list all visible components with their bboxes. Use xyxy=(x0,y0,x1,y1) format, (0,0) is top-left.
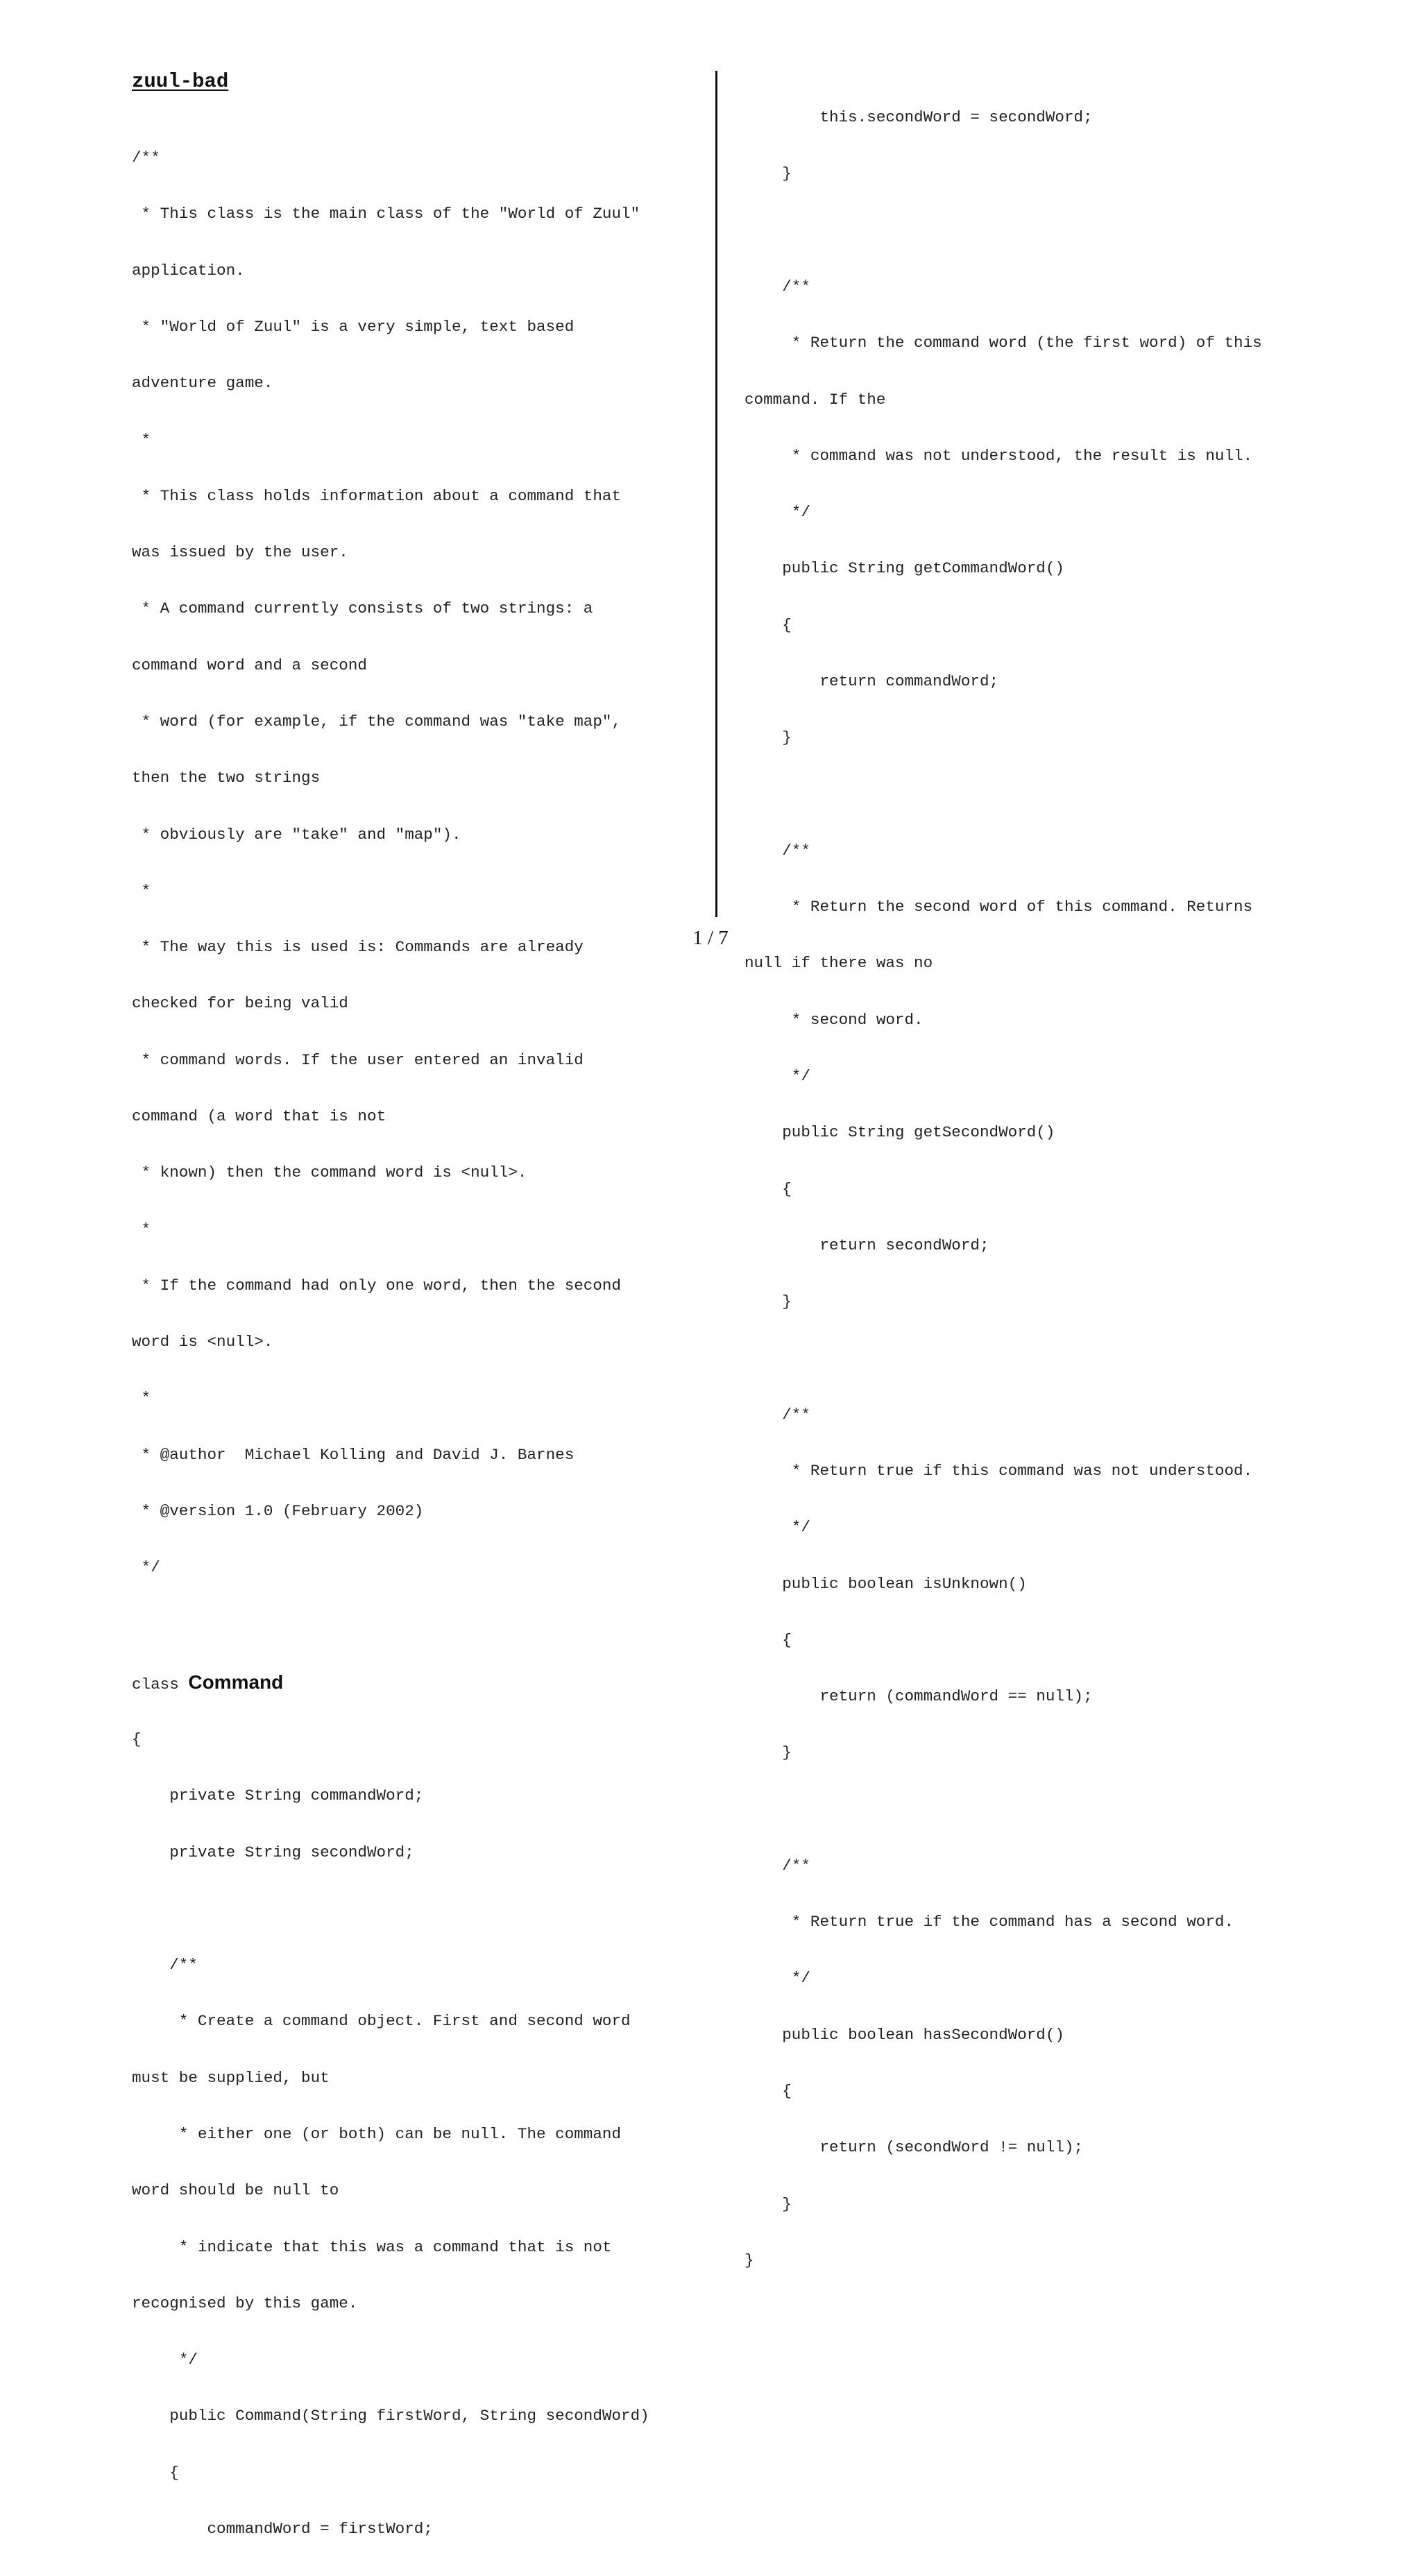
code-line: * either one (or both) can be null. The command xyxy=(132,2124,622,2143)
code-line: * Return the second word of this command. Returns xyxy=(744,898,1253,916)
code-line: * xyxy=(132,1389,151,1408)
code-line: /** xyxy=(744,1856,810,1875)
code-line: */ xyxy=(744,1066,810,1085)
code-line: } xyxy=(744,1293,792,1311)
code-line: { xyxy=(744,1630,792,1649)
code-line xyxy=(132,1900,701,1918)
code-line: } xyxy=(744,728,792,747)
code-line: then the two strings xyxy=(132,769,321,787)
code-line: was issued by the user. xyxy=(132,543,348,562)
code-line: * Return the command word (the first word) of this xyxy=(744,334,1262,352)
column-divider xyxy=(715,71,717,917)
code-line: * Return true if this command was not understood. xyxy=(744,1461,1253,1480)
code-line: } xyxy=(744,164,792,183)
code-line xyxy=(744,785,1369,804)
code-line xyxy=(132,1615,701,1634)
code-line: /** xyxy=(744,1405,810,1424)
code-line: * obviously are "take" and "map"). xyxy=(132,825,461,844)
code-column-right xyxy=(744,71,1369,2308)
code-line: /** xyxy=(132,1956,198,1974)
code-line: command. If the xyxy=(744,390,886,409)
code-line: return (commandWord == null); xyxy=(744,1687,1093,1706)
code-line: * @version 1.0 (February 2002) xyxy=(132,1501,424,1520)
code-line: * command words. If the user entered an invalid xyxy=(132,1050,584,1069)
code-line: } xyxy=(744,2194,792,2213)
code-line: commandWord = firstWord; xyxy=(132,2519,433,2538)
code-line: this.secondWord = secondWord; xyxy=(744,108,1093,127)
code-line: * "World of Zuul" is a very simple, text based xyxy=(132,318,575,336)
code-line: public Command(String firstWord, String secondWord) xyxy=(132,2407,649,2425)
code-line: * The way this is used is: Commands are already xyxy=(132,938,584,957)
code-line: } xyxy=(744,1743,792,1762)
code-line: * @author Michael Kolling and David J. Barnes xyxy=(132,1445,575,1464)
code-line: command word and a second xyxy=(132,656,367,674)
code-line: adventure game. xyxy=(132,374,273,393)
code-line: * xyxy=(132,1220,151,1238)
code-line: checked for being valid xyxy=(132,994,348,1013)
code-line: */ xyxy=(132,1558,160,1577)
code-line: * A command currently consists of two strings: a xyxy=(132,599,593,618)
page-number: 1 / 7 xyxy=(692,927,729,949)
code-line: private String commandWord; xyxy=(132,1786,424,1805)
code-line xyxy=(744,221,1369,240)
code-line: { xyxy=(132,2463,179,2482)
code-line: private String secondWord; xyxy=(132,1843,414,1861)
class-keyword: class xyxy=(132,1675,189,1694)
code-line: word is <null>. xyxy=(132,1333,273,1351)
class-name: Command xyxy=(188,1671,284,1693)
code-line: * Create a command object. First and second word xyxy=(132,2012,631,2031)
code-line: return (secondWord != null); xyxy=(744,2138,1084,2157)
code-line: recognised by this game. xyxy=(132,2294,358,2312)
code-column-left xyxy=(132,111,701,2576)
code-line: return secondWord; xyxy=(744,1236,989,1254)
code-line: return commandWord; xyxy=(744,672,999,690)
class-declaration xyxy=(132,1671,701,1693)
code-line: * xyxy=(132,881,151,900)
code-line: public boolean hasSecondWord() xyxy=(744,2025,1064,2044)
code-line: */ xyxy=(744,1518,810,1537)
code-line: * word (for example, if the command was "take map", xyxy=(132,713,622,731)
code-line: { xyxy=(744,2082,792,2101)
code-line: */ xyxy=(744,503,810,522)
code-line: /** xyxy=(744,278,810,296)
code-line: * second word. xyxy=(744,1010,924,1029)
code-line: { xyxy=(132,1730,142,1748)
code-line: { xyxy=(744,1179,792,1198)
code-line: * This class holds information about a command that xyxy=(132,486,622,505)
code-line: null if there was no xyxy=(744,954,933,973)
code-line: /** xyxy=(132,148,160,167)
code-line: } xyxy=(744,2251,754,2269)
code-line: * xyxy=(132,430,151,449)
code-line: public boolean isUnknown() xyxy=(744,1574,1027,1593)
code-line: public String getCommandWord() xyxy=(744,559,1064,578)
code-line: application. xyxy=(132,261,245,280)
code-line: command (a word that is not xyxy=(132,1107,386,1125)
code-line: * If the command had only one word, then the second xyxy=(132,1276,622,1295)
code-line: * command was not understood, the result is null. xyxy=(744,446,1253,465)
code-line: * This class is the main class of the "World of Zuul" xyxy=(132,205,640,223)
code-line: must be supplied, but xyxy=(132,2068,330,2087)
code-line: word should be null to xyxy=(132,2181,339,2200)
code-line: * known) then the command word is <null>. xyxy=(132,1163,527,1182)
code-line: /** xyxy=(744,841,810,860)
code-line: public String getSecondWord() xyxy=(744,1123,1055,1142)
document-title: zuul-bad xyxy=(132,70,229,93)
code-line: */ xyxy=(132,2351,198,2369)
code-line: */ xyxy=(744,1969,810,1988)
code-line: { xyxy=(744,615,792,634)
code-line: * indicate that this was a command that is not xyxy=(132,2237,612,2256)
code-line: * Return true if the command has a second word. xyxy=(744,1913,1234,1931)
code-line xyxy=(744,1800,1369,1819)
code-line xyxy=(744,1349,1369,1367)
